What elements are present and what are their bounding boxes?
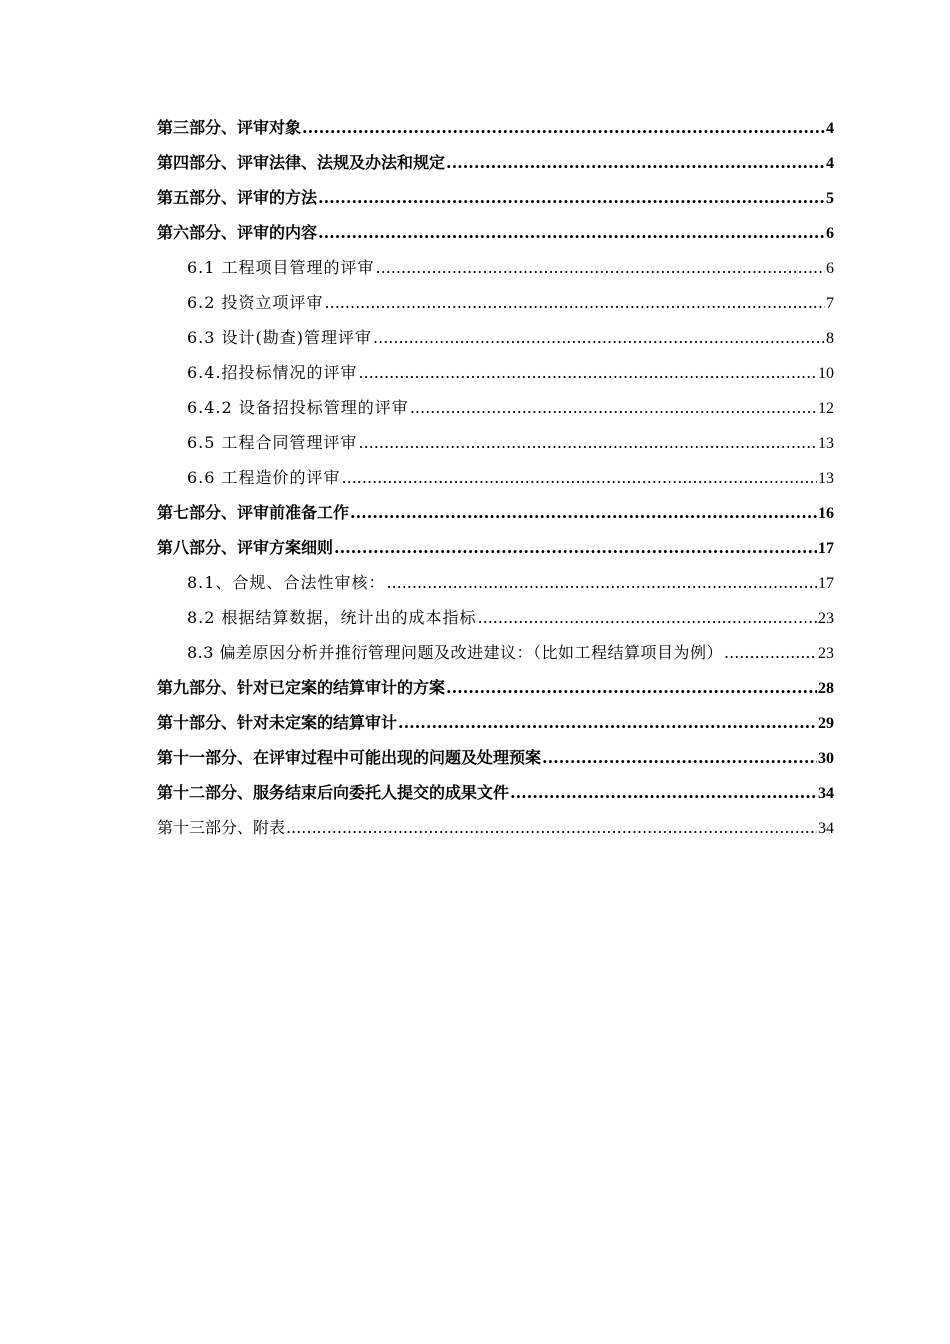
toc-entry-6-5[interactable]	[157, 425, 834, 460]
toc-leader-dots	[286, 810, 817, 845]
toc-leader-dots	[376, 250, 825, 285]
toc-entry-6-4-2[interactable]	[157, 390, 834, 425]
toc-entry-page: 13	[818, 470, 834, 487]
toc-entry-page: 16	[818, 505, 834, 522]
toc-leader-dots	[359, 355, 817, 390]
toc-entry-part-3[interactable]	[157, 110, 834, 145]
toc-entry-page: 4	[826, 155, 834, 172]
toc-entry-page: 5	[826, 190, 834, 207]
toc-leader-dots	[318, 180, 825, 215]
toc-entry-6-2[interactable]	[157, 285, 834, 320]
toc-entry-part-12[interactable]	[157, 775, 834, 810]
toc-entry-page: 28	[818, 680, 834, 697]
toc-entry-page: 13	[818, 435, 834, 452]
toc-leader-dots	[334, 530, 817, 565]
toc-entry-8-3[interactable]	[157, 635, 834, 670]
toc-entry-part-9[interactable]	[157, 670, 834, 705]
toc-entry-title: 第八部分、评审方案细则	[157, 538, 334, 557]
toc-entry-title: 6.1 工程项目管理的评审	[187, 258, 375, 277]
toc-leader-dots	[359, 425, 817, 460]
toc-leader-dots	[410, 390, 817, 425]
toc-entry-page: 8	[826, 330, 834, 347]
toc-entry-page: 17	[818, 575, 834, 592]
toc-entry-title: 第三部分、评审对象	[157, 118, 302, 137]
table-of-contents	[157, 110, 834, 845]
toc-leader-dots	[446, 670, 817, 705]
toc-entry-title: 第十三部分、附表	[157, 818, 286, 837]
toc-leader-dots	[373, 320, 825, 355]
toc-entry-6-3[interactable]	[157, 320, 834, 355]
toc-entry-part-4[interactable]	[157, 145, 834, 180]
toc-entry-part-13[interactable]	[157, 810, 834, 845]
toc-entry-page: 12	[818, 400, 834, 417]
toc-entry-title: 6.4.招投标情况的评审	[187, 363, 358, 382]
toc-leader-dots	[325, 285, 825, 320]
toc-leader-dots	[542, 740, 817, 775]
toc-entry-page: 6	[826, 260, 834, 277]
toc-entry-6-4[interactable]	[157, 355, 834, 390]
toc-entry-title: 第十一部分、在评审过程中可能出现的问题及处理预案	[157, 748, 542, 767]
toc-entry-title: 第六部分、评审的内容	[157, 223, 318, 242]
toc-entry-page: 23	[818, 645, 834, 662]
toc-entry-6-6[interactable]	[157, 460, 834, 495]
toc-entry-title: 第四部分、评审法律、法规及办法和规定	[157, 153, 446, 172]
toc-entry-title: 6.2 投资立项评审	[187, 293, 324, 312]
toc-entry-title: 8.2 根据结算数据，统计出的成本指标	[187, 608, 477, 627]
toc-entry-title: 6.4.2 设备招投标管理的评审	[187, 398, 409, 417]
toc-entry-page: 6	[826, 225, 834, 242]
toc-entry-page: 29	[818, 715, 834, 732]
toc-entry-title: 第十二部分、服务结束后向委托人提交的成果文件	[157, 783, 510, 802]
toc-entry-page: 4	[826, 120, 834, 137]
toc-entry-6-1[interactable]	[157, 250, 834, 285]
toc-entry-title: 第五部分、评审的方法	[157, 188, 318, 207]
toc-entry-title: 第十部分、针对未定案的结算审计	[157, 713, 398, 732]
toc-leader-dots	[724, 635, 817, 670]
toc-entry-part-8[interactable]	[157, 530, 834, 565]
toc-leader-dots	[342, 460, 817, 495]
toc-entry-title: 第九部分、针对已定案的结算审计的方案	[157, 678, 446, 697]
toc-leader-dots	[302, 110, 825, 145]
toc-entry-part-5[interactable]	[157, 180, 834, 215]
toc-leader-dots	[350, 495, 817, 530]
toc-entry-page: 17	[818, 540, 834, 557]
toc-entry-page: 34	[818, 785, 834, 802]
toc-entry-page: 23	[818, 610, 834, 627]
toc-entry-page: 30	[818, 750, 834, 767]
toc-entry-title: 8.1、合规、合法性审核：	[187, 573, 386, 592]
toc-entry-8-2[interactable]	[157, 600, 834, 635]
toc-entry-part-11[interactable]	[157, 740, 834, 775]
toc-entry-part-10[interactable]	[157, 705, 834, 740]
toc-leader-dots	[446, 145, 825, 180]
toc-entry-part-7[interactable]	[157, 495, 834, 530]
toc-leader-dots	[478, 600, 817, 635]
toc-leader-dots	[386, 565, 817, 600]
toc-entry-part-6[interactable]	[157, 215, 834, 250]
toc-entry-title: 6.6 工程造价的评审	[187, 468, 341, 487]
toc-entry-title: 6.5 工程合同管理评审	[187, 433, 358, 452]
toc-leader-dots	[318, 215, 825, 250]
toc-entry-8-1[interactable]	[157, 565, 834, 600]
toc-entry-page: 10	[818, 365, 834, 382]
toc-entry-page: 34	[818, 820, 834, 837]
toc-entry-page: 7	[826, 295, 834, 312]
toc-entry-title: 6.3 设计(勘查)管理评审	[187, 328, 373, 347]
toc-entry-title: 第七部分、评审前准备工作	[157, 503, 350, 522]
toc-leader-dots	[398, 705, 817, 740]
toc-entry-title: 8.3 偏差原因分析并推衍管理问题及改进建议：（比如工程结算项目为例）	[187, 643, 724, 662]
toc-leader-dots	[510, 775, 817, 810]
